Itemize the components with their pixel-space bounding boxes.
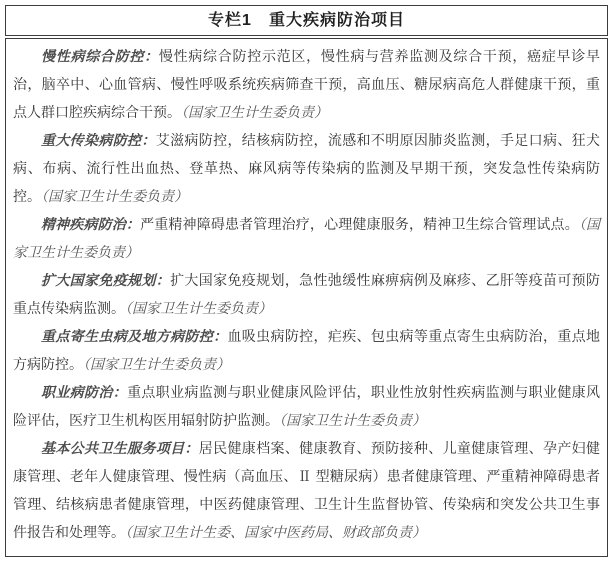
paragraph	[13, 128, 600, 212]
paragraph	[13, 268, 600, 324]
paragraph-owner-note: （国家卫生计生委负责）	[83, 358, 230, 373]
paragraph	[13, 324, 600, 380]
paragraph-body-text: 重点职业病监测与职业健康风险评估，职业性放射性疾病监测与职业健康风险评估，医疗卫生机构医用辐射防护监测。	[13, 386, 601, 429]
paragraph-body-text: 居民健康档案、健康教育、预防接种、儿童健康管理、孕产妇健康管理、老年人健康管理、慢性病（高血压、Ⅱ 型糖尿病）患者健康管理、严重精神障碍患者管理、结核病患者健康管理，中医药健康管理、卫生计生监督协管、传染病和突发公共卫生事件报告和处理等。	[13, 442, 601, 541]
paragraph-body-text: 血吸虫病防控，疟疾、包虫病等重点寄生虫病防治，重点地方病防控。	[13, 330, 601, 373]
paragraph-body-text: 扩大国家免疫规划，急性弛缓性麻痹病例及麻疹、乙肝等疫苗可预防重点传染病监测。	[13, 274, 601, 317]
paragraph-body-text: 慢性病综合防控示范区，慢性病与营养监测及综合干预，癌症早诊早治，脑卒中、心血管病、慢性呼吸系统疾病筛查干预，高血压、糖尿病高危人群健康干预，重点人群口腔疾病综合干预。	[13, 50, 601, 121]
paragraph	[13, 380, 600, 436]
paragraph-lead-label: 职业病防治：	[41, 386, 128, 401]
paragraph-lead-label: 重大传染病防控：	[41, 134, 156, 149]
paragraph-owner-note: （国家卫生计生委负责）	[41, 190, 188, 205]
paragraph-owner-note: （国家卫生计生委、国家中医药局、财政部负责）	[125, 526, 426, 541]
paragraph-owner-note: （国家卫生计生委负责）	[125, 302, 272, 317]
paragraph-owner-note: （国家卫生计生委负责）	[13, 218, 601, 261]
panel-title: 专栏1 重大疾病防治项目	[208, 12, 405, 29]
paragraph-lead-label: 扩大国家免疫规划：	[41, 274, 171, 289]
paragraph-lead-label: 基本公共卫生服务项目：	[41, 442, 199, 457]
paragraph	[13, 212, 600, 268]
paragraph-owner-note: （国家卫生计生委负责）	[181, 106, 328, 121]
paragraph-lead-label: 重点寄生虫病及地方病防控：	[41, 330, 228, 345]
paragraph-body-text: 严重精神障碍患者管理治疗，心理健康服务，精神卫生综合管理试点。	[140, 218, 579, 233]
paragraph-lead-label: 精神疾病防治：	[41, 218, 141, 233]
document-page	[5, 5, 608, 557]
paragraph	[13, 44, 600, 128]
paragraph-body-text: 艾滋病防控，结核病防控，流感和不明原因肺炎监测，手足口病、狂犬病、布病、流行性出血热、登革热、麻风病等传染病的监测及早期干预，突发急性传染病防控。	[13, 134, 601, 205]
paragraph-lead-label: 慢性病综合防控：	[41, 50, 159, 65]
paragraph-owner-note: （国家卫生计生委负责）	[279, 414, 426, 429]
paragraph	[13, 436, 600, 548]
panel-header	[5, 5, 608, 36]
panel-body	[5, 38, 608, 557]
